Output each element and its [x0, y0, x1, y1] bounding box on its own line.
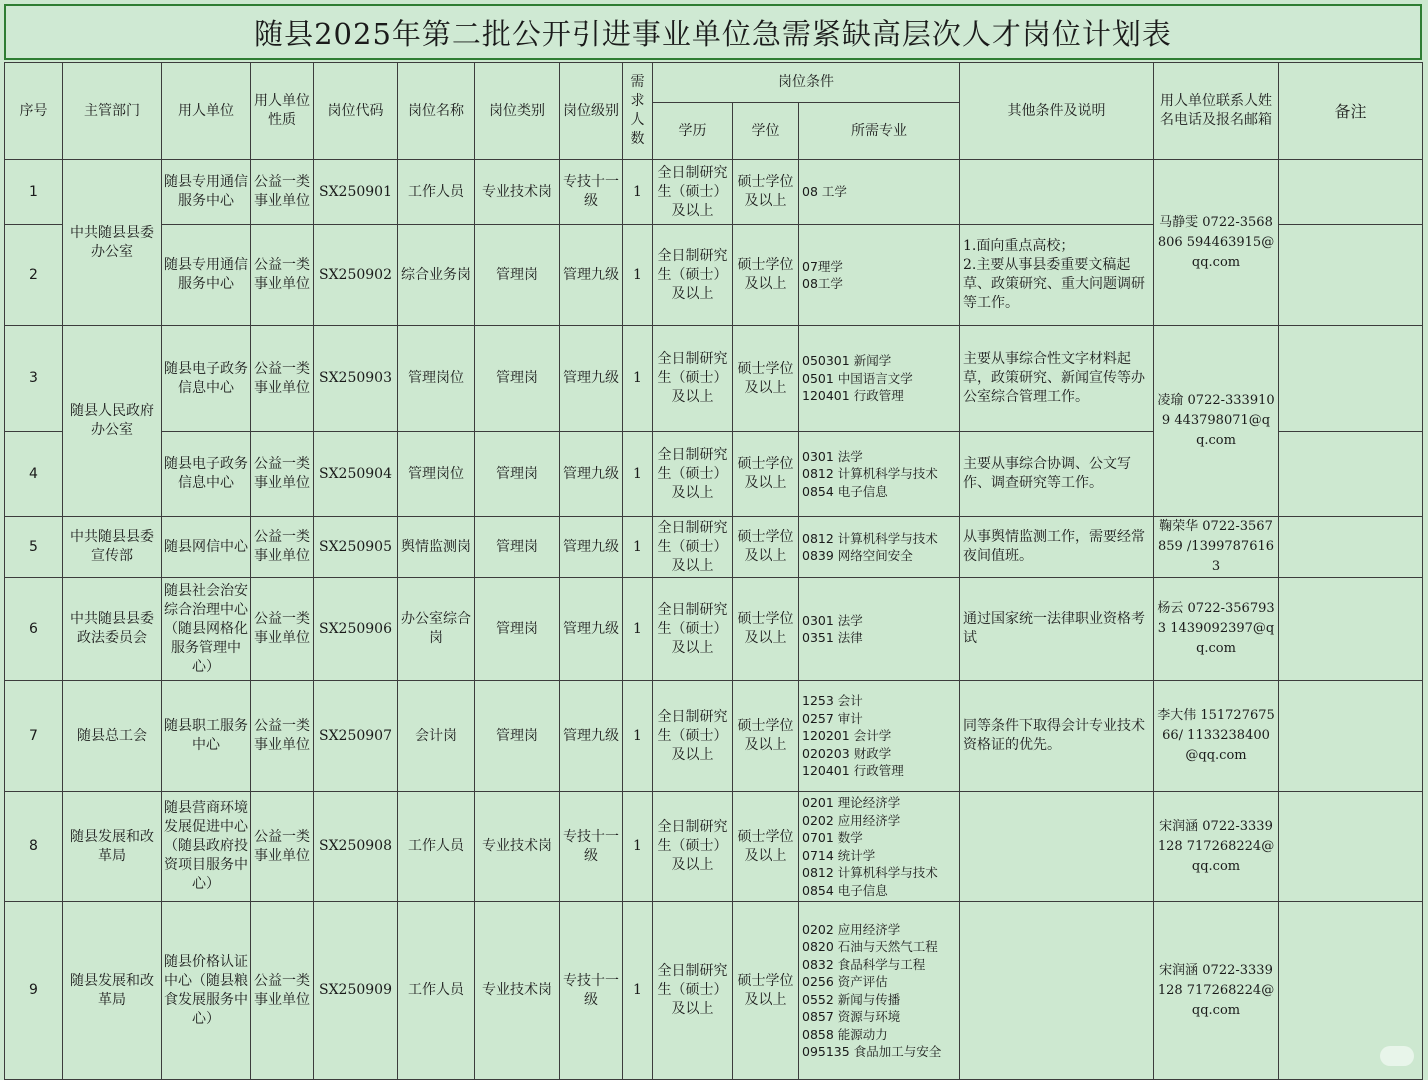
education-cell: 全日制研究生（硕士）及以上 [653, 432, 733, 517]
nature-cell: 公益一类事业单位 [251, 326, 314, 432]
table-row [5, 792, 1423, 902]
unit-cell: 随县社会治安综合治理中心（随县网格化服务管理中心） [162, 578, 251, 681]
code-cell: SX250905 [314, 517, 398, 578]
count-cell: 1 [623, 432, 653, 517]
contact-cell: 杨云 0722-3567933 1439092397@qq.com [1154, 578, 1279, 681]
count-cell: 1 [623, 578, 653, 681]
pos-name-cell: 管理岗位 [398, 432, 475, 517]
level-cell: 管理九级 [560, 432, 623, 517]
education-cell: 全日制研究生（硕士）及以上 [653, 326, 733, 432]
watermark-icon [1380, 1046, 1414, 1066]
major-cell [799, 326, 960, 432]
major-cell [799, 225, 960, 326]
contact-cell: 马静雯 0722-3568806 594463915@qq.com [1154, 160, 1279, 326]
major-item: 0701 数学 [802, 830, 863, 845]
dept-cell: 随县总工会 [63, 681, 162, 792]
count-cell: 1 [623, 160, 653, 225]
major-item: 0351 法律 [802, 630, 863, 645]
header-dept: 主管部门 [63, 63, 162, 160]
position-plan-table [4, 62, 1423, 1080]
major-item: 0714 统计学 [802, 847, 876, 863]
header-pos-name: 岗位名称 [398, 63, 475, 160]
degree-cell: 硕士学位及以上 [733, 681, 799, 792]
other-cell [960, 792, 1154, 902]
major-cell [799, 160, 960, 225]
pos-name-cell: 工作人员 [398, 902, 475, 1080]
major-item: 07理学 [802, 258, 843, 274]
other-cell [960, 902, 1154, 1080]
major-item: 0858 能源动力 [802, 1026, 888, 1042]
code-cell: SX250907 [314, 681, 398, 792]
table-row [5, 326, 1423, 432]
header-contact: 用人单位联系人姓名电话及报名邮箱 [1154, 63, 1279, 160]
header-pos-level: 岗位级别 [560, 63, 623, 160]
major-item: 0857 资源与环境 [802, 1009, 901, 1024]
code-cell: SX250908 [314, 792, 398, 902]
major-item: 020203 财政学 [802, 745, 892, 761]
unit-cell: 随县专用通信服务中心 [162, 160, 251, 225]
table-body [5, 160, 1423, 1080]
major-item: 0854 电子信息 [802, 882, 888, 898]
major-cell [799, 517, 960, 578]
count-cell: 1 [623, 517, 653, 578]
header-seq: 序号 [5, 63, 63, 160]
degree-cell: 硕士学位及以上 [733, 160, 799, 225]
major-item: 120201 会计学 [802, 728, 892, 744]
education-cell: 全日制研究生（硕士）及以上 [653, 517, 733, 578]
major-item: 0832 食品科学与工程 [802, 956, 926, 972]
contact-cell: 凌瑜 0722-3339109 443798071@qq.com [1154, 326, 1279, 517]
seq-cell: 7 [5, 681, 63, 792]
unit-cell: 随县网信中心 [162, 517, 251, 578]
seq-cell: 2 [5, 225, 63, 326]
seq-cell: 9 [5, 902, 63, 1080]
header-remark: 备注 [1279, 63, 1423, 160]
header-code: 岗位代码 [314, 63, 398, 160]
major-cell [799, 792, 960, 902]
code-cell: SX250906 [314, 578, 398, 681]
remark-cell [1279, 225, 1423, 326]
unit-cell: 随县电子政务信息中心 [162, 326, 251, 432]
pos-type-cell: 管理岗 [475, 432, 560, 517]
pos-name-cell: 舆情监测岗 [398, 517, 475, 578]
other-cell: 从事舆情监测工作，需要经常夜间值班。 [960, 517, 1154, 578]
code-cell: SX250903 [314, 326, 398, 432]
nature-cell: 公益一类事业单位 [251, 792, 314, 902]
pos-type-cell: 管理岗 [475, 681, 560, 792]
pos-type-cell: 专业技术岗 [475, 902, 560, 1080]
major-item: 0257 审计 [802, 710, 863, 726]
major-item: 08 工学 [802, 184, 847, 200]
contact-cell: 宋润涵 0722-3339128 717268224@qq.com [1154, 792, 1279, 902]
count-cell: 1 [623, 326, 653, 432]
code-cell: SX250902 [314, 225, 398, 326]
pos-type-cell: 专业技术岗 [475, 160, 560, 225]
major-item: 0202 应用经济学 [802, 812, 901, 828]
major-cell [799, 578, 960, 681]
remark-cell [1279, 578, 1423, 681]
other-cell: 1.面向重点高校； 2.主要从事县委重要文稿起草、政策研究、重大问题调研等工作。 [960, 225, 1154, 326]
level-cell: 管理九级 [560, 517, 623, 578]
table-row [5, 160, 1423, 225]
pos-type-cell: 管理岗 [475, 578, 560, 681]
table-row [5, 517, 1423, 578]
education-cell: 全日制研究生（硕士）及以上 [653, 225, 733, 326]
major-item: 120401 行政管理 [802, 388, 904, 404]
header-conditions: 岗位条件 [653, 63, 960, 103]
major-item: 0256 资产评估 [802, 974, 888, 989]
other-cell: 主要从事综合协调、公文写作、调查研究等工作。 [960, 432, 1154, 517]
major-item: 0301 法学 [802, 448, 863, 464]
degree-cell: 硕士学位及以上 [733, 225, 799, 326]
major-item: 0812 计算机科学与技术 [802, 865, 938, 880]
remark-cell [1279, 792, 1423, 902]
major-item: 095135 食品加工与安全 [802, 1044, 942, 1059]
degree-cell: 硕士学位及以上 [733, 326, 799, 432]
header-row-1 [5, 63, 1423, 103]
other-cell: 同等条件下取得会计专业技术资格证的优先。 [960, 681, 1154, 792]
major-item: 0501 中国语言文学 [802, 370, 913, 386]
dept-cell: 中共随县县委宣传部 [63, 517, 162, 578]
header-count: 需求人数 [623, 63, 653, 160]
pos-name-cell: 管理岗位 [398, 326, 475, 432]
pos-type-cell: 专业技术岗 [475, 792, 560, 902]
nature-cell: 公益一类事业单位 [251, 578, 314, 681]
major-cell [799, 902, 960, 1080]
major-item: 0812 计算机科学与技术 [802, 530, 938, 546]
major-item: 050301 新闻学 [802, 353, 892, 369]
major-item: 0301 法学 [802, 612, 863, 628]
major-cell [799, 681, 960, 792]
dept-cell: 随县人民政府办公室 [63, 326, 162, 517]
remark-cell [1279, 432, 1423, 517]
table-row [5, 578, 1423, 681]
code-cell: SX250901 [314, 160, 398, 225]
level-cell: 专技十一级 [560, 792, 623, 902]
dept-cell: 中共随县县委办公室 [63, 160, 162, 326]
seq-cell: 1 [5, 160, 63, 225]
count-cell: 1 [623, 225, 653, 326]
contact-cell: 鞠荣华 0722-3567859 /13997876163 [1154, 517, 1279, 578]
pos-name-cell: 工作人员 [398, 160, 475, 225]
other-cell [960, 160, 1154, 225]
level-cell: 管理九级 [560, 326, 623, 432]
header-degree: 学位 [733, 103, 799, 160]
seq-cell: 8 [5, 792, 63, 902]
degree-cell: 硕士学位及以上 [733, 578, 799, 681]
major-item: 08工学 [802, 276, 843, 291]
header-other: 其他条件及说明 [960, 63, 1154, 160]
nature-cell: 公益一类事业单位 [251, 517, 314, 578]
education-cell: 全日制研究生（硕士）及以上 [653, 681, 733, 792]
level-cell: 专技十一级 [560, 902, 623, 1080]
remark-cell [1279, 326, 1423, 432]
unit-cell: 随县职工服务中心 [162, 681, 251, 792]
education-cell: 全日制研究生（硕士）及以上 [653, 902, 733, 1080]
unit-cell: 随县专用通信服务中心 [162, 225, 251, 326]
remark-cell [1279, 517, 1423, 578]
pos-type-cell: 管理岗 [475, 326, 560, 432]
seq-cell: 3 [5, 326, 63, 432]
major-item: 0839 网络空间安全 [802, 548, 913, 563]
table-row [5, 681, 1423, 792]
count-cell: 1 [623, 902, 653, 1080]
major-item: 120401 行政管理 [802, 763, 904, 779]
remark-cell [1279, 160, 1423, 225]
unit-cell: 随县价格认证中心（随县粮食发展服务中心） [162, 902, 251, 1080]
nature-cell: 公益一类事业单位 [251, 160, 314, 225]
header-education: 学历 [653, 103, 733, 160]
unit-cell: 随县电子政务信息中心 [162, 432, 251, 517]
level-cell: 管理九级 [560, 225, 623, 326]
pos-type-cell: 管理岗 [475, 517, 560, 578]
header-unit-nature: 用人单位性质 [251, 63, 314, 160]
education-cell: 全日制研究生（硕士）及以上 [653, 578, 733, 681]
nature-cell: 公益一类事业单位 [251, 432, 314, 517]
degree-cell: 硕士学位及以上 [733, 432, 799, 517]
contact-cell: 宋润涵 0722-3339128 717268224@qq.com [1154, 902, 1279, 1080]
other-cell: 通过国家统一法律职业资格考试 [960, 578, 1154, 681]
major-item: 0854 电子信息 [802, 483, 888, 499]
remark-cell [1279, 681, 1423, 792]
degree-cell: 硕士学位及以上 [733, 517, 799, 578]
dept-cell: 随县发展和改革局 [63, 792, 162, 902]
major-item: 0202 应用经济学 [802, 921, 901, 937]
header-pos-type: 岗位类别 [475, 63, 560, 160]
nature-cell: 公益一类事业单位 [251, 902, 314, 1080]
major-cell [799, 432, 960, 517]
other-cell: 主要从事综合性文字材料起草，政策研究、新闻宣传等办公室综合管理工作。 [960, 326, 1154, 432]
major-item: 0201 理论经济学 [802, 795, 901, 810]
major-item: 1253 会计 [802, 693, 863, 709]
header-unit: 用人单位 [162, 63, 251, 160]
level-cell: 管理九级 [560, 578, 623, 681]
education-cell: 全日制研究生（硕士）及以上 [653, 792, 733, 902]
table-row [5, 902, 1423, 1080]
level-cell: 管理九级 [560, 681, 623, 792]
major-item: 0820 石油与天然气工程 [802, 939, 938, 954]
seq-cell: 6 [5, 578, 63, 681]
code-cell: SX250904 [314, 432, 398, 517]
count-cell: 1 [623, 792, 653, 902]
dept-cell: 中共随县县委政法委员会 [63, 578, 162, 681]
major-item: 0812 计算机科学与技术 [802, 466, 938, 482]
pos-name-cell: 会计岗 [398, 681, 475, 792]
seq-cell: 4 [5, 432, 63, 517]
page-title: 随县2025年第二批公开引进事业单位急需紧缺高层次人才岗位计划表 [254, 16, 1172, 51]
level-cell: 专技十一级 [560, 160, 623, 225]
nature-cell: 公益一类事业单位 [251, 225, 314, 326]
contact-cell: 李大伟 15172767566/ 1133238400@qq.com [1154, 681, 1279, 792]
unit-cell: 随县营商环境发展促进中心（随县政府投资项目服务中心） [162, 792, 251, 902]
education-cell: 全日制研究生（硕士）及以上 [653, 160, 733, 225]
count-cell: 1 [623, 681, 653, 792]
major-item: 0552 新闻与传播 [802, 991, 901, 1007]
seq-cell: 5 [5, 517, 63, 578]
degree-cell: 硕士学位及以上 [733, 902, 799, 1080]
degree-cell: 硕士学位及以上 [733, 792, 799, 902]
nature-cell: 公益一类事业单位 [251, 681, 314, 792]
pos-type-cell: 管理岗 [475, 225, 560, 326]
code-cell: SX250909 [314, 902, 398, 1080]
dept-cell: 随县发展和改革局 [63, 902, 162, 1080]
page-title-box [4, 4, 1422, 60]
header-major: 所需专业 [799, 103, 960, 160]
pos-name-cell: 综合业务岗 [398, 225, 475, 326]
pos-name-cell: 工作人员 [398, 792, 475, 902]
pos-name-cell: 办公室综合岗 [398, 578, 475, 681]
